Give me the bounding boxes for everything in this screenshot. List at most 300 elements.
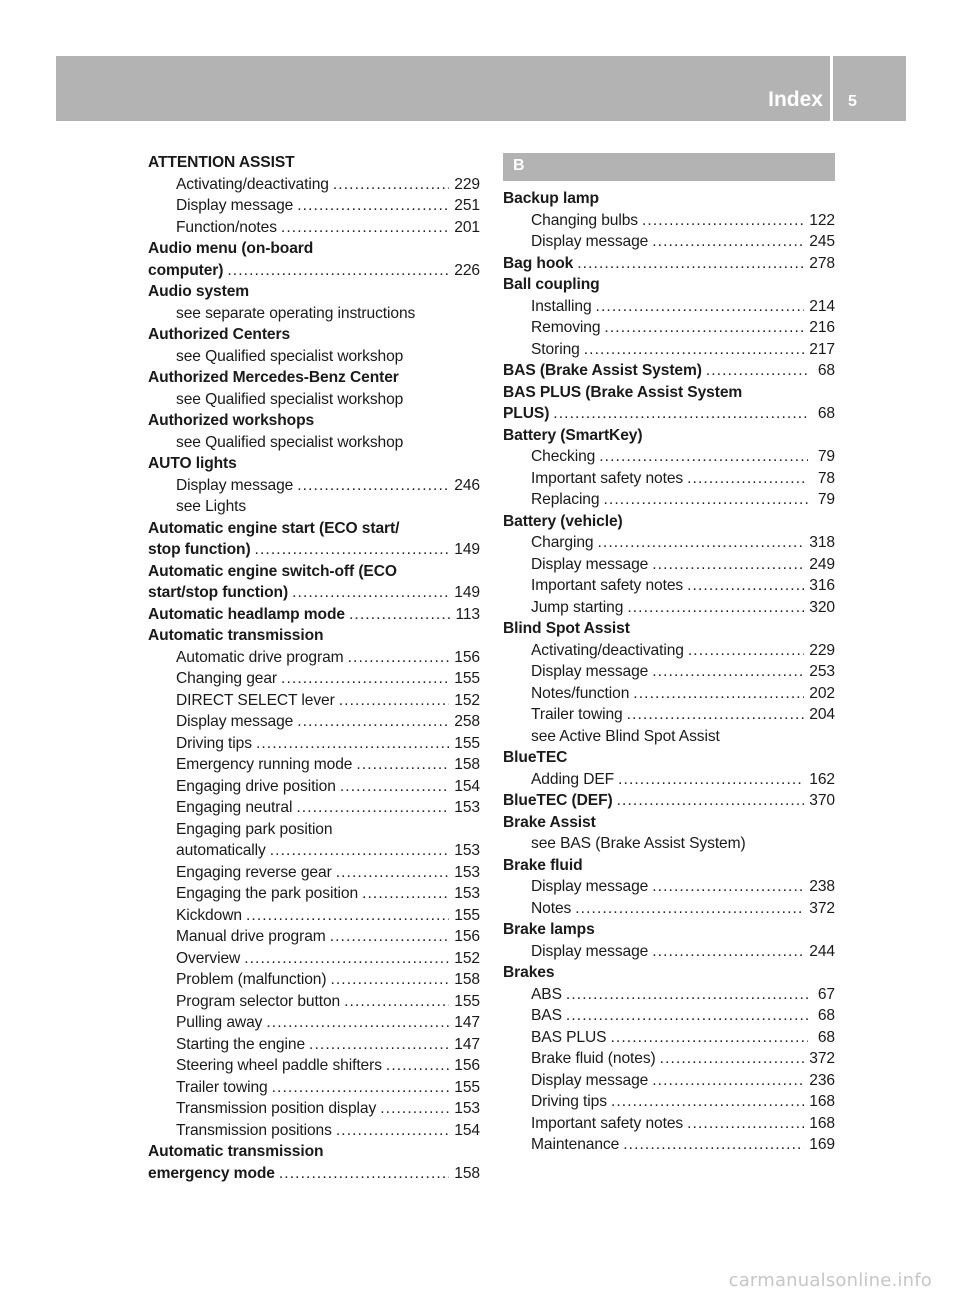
index-entry: [503, 812, 835, 834]
entry-page[interactable]: 168: [809, 1093, 835, 1110]
index-entry: [503, 769, 835, 791]
dot-leader: [281, 217, 449, 239]
dot-leader: [227, 260, 449, 282]
entry-text: Kickdown: [176, 906, 242, 924]
dot-leader: [297, 475, 449, 497]
index-entry: [503, 618, 835, 640]
entry-page[interactable]: 158: [454, 971, 480, 988]
index-entry: [503, 446, 835, 468]
entry-text: BlueTEC (DEF): [503, 792, 613, 809]
entry-text: Overview: [176, 949, 241, 967]
entry-text: Emergency running mode: [176, 756, 353, 773]
dot-leader: [627, 704, 805, 726]
index-entry: [503, 403, 835, 425]
dot-leader: [652, 876, 804, 898]
index-entry: [148, 733, 480, 755]
dot-leader: [348, 647, 450, 669]
entry-page[interactable]: 249: [809, 555, 835, 573]
index-entry: [503, 1005, 835, 1027]
page-number: 5: [848, 93, 857, 110]
entry-text: Display message: [531, 233, 649, 250]
entry-page[interactable]: 245: [809, 233, 835, 250]
entry-text: Replacing: [531, 491, 600, 508]
entry-text: ABS: [531, 985, 562, 1003]
dot-leader: [599, 446, 808, 468]
entry-page[interactable]: 147: [454, 1014, 480, 1031]
index-entry: [148, 647, 480, 669]
entry-text: Battery (vehicle): [503, 512, 623, 530]
dot-leader: [297, 195, 449, 217]
entry-text: see separate operating instructions: [176, 304, 416, 322]
index-entry: [148, 883, 480, 905]
entry-page[interactable]: 153: [454, 885, 480, 902]
entry-text: Function/notes: [176, 218, 277, 236]
index-entry: [503, 296, 835, 318]
entry-text: Battery (SmartKey): [503, 426, 643, 444]
entry-page[interactable]: 169: [809, 1136, 835, 1153]
dot-leader: [688, 640, 804, 662]
dot-leader: [575, 898, 804, 920]
dot-leader: [292, 582, 449, 604]
entry-text: Automatic engine start (ECO start/: [148, 519, 400, 537]
entry-page[interactable]: 372: [809, 1050, 835, 1067]
dot-leader: [597, 532, 804, 554]
index-entry: [503, 339, 835, 361]
index-entry: [148, 303, 480, 325]
entry-text: Authorized workshops: [148, 412, 315, 429]
index-entry: [148, 948, 480, 970]
dot-leader: [344, 991, 449, 1013]
dot-leader: [623, 1134, 804, 1156]
entry-page[interactable]: 156: [454, 928, 480, 945]
index-entry: [503, 683, 835, 705]
dot-leader: [362, 883, 449, 905]
entry-text: AUTO lights: [148, 455, 237, 472]
entry-text: BlueTEC: [503, 749, 568, 766]
index-column-left: [148, 152, 480, 1184]
index-entry: [503, 360, 835, 382]
index-entry: [148, 324, 480, 346]
dot-leader: [706, 360, 808, 382]
dot-leader: [266, 1012, 449, 1034]
index-entry: [148, 625, 480, 647]
entry-text: Jump starting: [531, 598, 624, 616]
index-entry: [503, 532, 835, 554]
entry-page[interactable]: 152: [454, 949, 480, 967]
entry-page[interactable]: 154: [454, 777, 480, 795]
index-entry: [503, 489, 835, 511]
entry-text: Bag hook: [503, 254, 574, 272]
entry-page[interactable]: 229: [809, 641, 835, 659]
entry-page[interactable]: 149: [454, 541, 480, 558]
entry-text: see BAS (Brake Assist System): [531, 835, 746, 852]
entry-text: PLUS): [503, 405, 550, 422]
index-entry: [503, 1113, 835, 1135]
index-entry: [148, 561, 480, 583]
entry-page[interactable]: 244: [809, 942, 835, 960]
entry-text: Backup lamp: [503, 190, 599, 207]
index-entry: [503, 726, 835, 748]
dot-leader: [386, 1055, 449, 1077]
entry-text: see Qualified specialist workshop: [176, 390, 404, 408]
entry-text: see Active Blind Spot Assist: [531, 727, 720, 745]
dot-leader: [244, 948, 449, 970]
dot-leader: [611, 1091, 804, 1113]
dot-leader: [617, 790, 805, 812]
index-entry: [148, 819, 480, 841]
index-entry: [503, 188, 835, 210]
entry-page[interactable]: 67: [817, 985, 835, 1003]
entry-page[interactable]: 78: [817, 469, 835, 487]
section-letter-bar: [503, 153, 835, 181]
entry-page[interactable]: 68: [817, 1028, 835, 1046]
entry-text: Blind Spot Assist: [503, 620, 630, 637]
entry-text: Notes: [531, 899, 572, 917]
index-entry: [148, 1163, 480, 1185]
entry-text: Charging: [531, 534, 594, 551]
entry-text: Display message: [531, 1071, 649, 1089]
entry-text: Display message: [176, 476, 294, 494]
index-entry: [503, 1070, 835, 1092]
entry-page[interactable]: 278: [809, 254, 835, 272]
entry-text: Important safety notes: [531, 469, 684, 487]
index-entry: [503, 511, 835, 533]
entry-page[interactable]: 318: [809, 534, 835, 551]
dot-leader: [660, 1048, 805, 1070]
index-entry: [148, 152, 480, 174]
entry-text: see Qualified specialist workshop: [176, 347, 404, 365]
entry-page[interactable]: 154: [454, 1121, 480, 1139]
entry-page[interactable]: 370: [809, 792, 835, 809]
index-entry: [148, 195, 480, 217]
entry-page[interactable]: 162: [809, 770, 835, 788]
index-entry: [148, 389, 480, 411]
index-entry: [503, 1091, 835, 1113]
entry-text: BAS: [531, 1007, 562, 1024]
entry-text: Changing bulbs: [531, 211, 638, 229]
entry-page[interactable]: 152: [454, 691, 480, 709]
entry-page[interactable]: 204: [809, 706, 835, 723]
entry-text: Activating/deactivating: [176, 175, 329, 193]
entry-page[interactable]: 201: [454, 218, 480, 236]
dot-leader: [652, 661, 804, 683]
dot-leader: [618, 769, 804, 791]
index-entry: [148, 1120, 480, 1142]
index-entry: [148, 367, 480, 389]
index-entry: [503, 661, 835, 683]
entry-page[interactable]: 217: [809, 340, 835, 358]
dot-leader: [333, 174, 449, 196]
section-title: Index: [768, 88, 823, 111]
entry-text: Audio system: [148, 283, 250, 300]
entry-text: Trailer towing: [176, 1078, 268, 1096]
entry-page[interactable]: 68: [817, 362, 835, 379]
dot-leader: [270, 840, 450, 862]
entry-page[interactable]: 156: [454, 648, 480, 666]
entry-page[interactable]: 168: [809, 1114, 835, 1132]
entry-text: emergency mode: [148, 1164, 275, 1182]
index-entry: [503, 855, 835, 877]
index-entry: [148, 905, 480, 927]
index-entry: [148, 1034, 480, 1056]
index-entry: [503, 747, 835, 769]
entry-text: Important safety notes: [531, 577, 684, 594]
entry-text: Display message: [531, 663, 649, 680]
index-entry: [503, 876, 835, 898]
dot-leader: [687, 468, 808, 490]
entry-text: Removing: [531, 319, 601, 336]
entry-text: Manual drive program: [176, 928, 326, 945]
dot-leader: [256, 733, 449, 755]
entry-page[interactable]: 216: [809, 319, 835, 336]
index-entry: [503, 919, 835, 941]
entry-text: start/stop function): [148, 584, 289, 601]
entry-page[interactable]: 258: [454, 713, 480, 730]
index-entry: [148, 475, 480, 497]
index-entry: [148, 1098, 480, 1120]
entry-page[interactable]: 246: [454, 476, 480, 494]
entry-text: Pulling away: [176, 1014, 263, 1031]
dot-leader: [610, 1027, 808, 1049]
entry-page[interactable]: 214: [809, 297, 835, 315]
entry-page[interactable]: 156: [454, 1057, 480, 1074]
index-entry: [148, 410, 480, 432]
dot-leader: [687, 1113, 804, 1135]
entry-text: see Qualified specialist workshop: [176, 433, 404, 451]
entry-page[interactable]: 253: [809, 663, 835, 680]
index-entry: [503, 833, 835, 855]
entry-text: Engaging neutral: [176, 799, 293, 816]
dot-leader: [652, 1070, 804, 1092]
index-entry: [148, 969, 480, 991]
entry-text: Automatic engine switch-off (ECO: [148, 562, 397, 580]
dot-leader: [652, 231, 804, 253]
dot-leader: [604, 317, 804, 339]
entry-text: Display message: [176, 713, 294, 730]
entry-page[interactable]: 149: [454, 584, 480, 601]
dot-leader: [349, 604, 450, 626]
entry-text: Starting the engine: [176, 1035, 306, 1053]
entry-text: Authorized Mercedes-Benz Center: [148, 369, 399, 386]
index-entry: [503, 554, 835, 576]
entry-page[interactable]: 153: [454, 842, 480, 859]
entry-page[interactable]: 236: [809, 1071, 835, 1089]
entry-page[interactable]: 238: [809, 878, 835, 895]
index-entry: [503, 1027, 835, 1049]
entry-page[interactable]: 158: [454, 1164, 480, 1182]
dot-leader: [255, 539, 450, 561]
entry-text: Driving tips: [531, 1093, 607, 1110]
index-entry: [148, 346, 480, 368]
dot-leader: [297, 711, 449, 733]
entry-text: Display message: [531, 555, 649, 573]
dot-leader: [339, 690, 450, 712]
entry-page[interactable]: 226: [454, 261, 480, 279]
entry-text: Activating/deactivating: [531, 641, 684, 659]
index-entry: [148, 797, 480, 819]
index-entry: [503, 984, 835, 1006]
dot-leader: [309, 1034, 449, 1056]
entry-page[interactable]: 68: [817, 405, 835, 422]
index-entry: [148, 604, 480, 626]
index-entry: [503, 382, 835, 404]
index-entry: [148, 711, 480, 733]
entry-text: Ball coupling: [503, 276, 600, 293]
entry-text: Engaging the park position: [176, 885, 359, 902]
entry-text: Brake Assist: [503, 813, 596, 831]
entry-text: automatically: [176, 842, 266, 859]
index-entry: [148, 1141, 480, 1163]
dot-leader: [577, 253, 804, 275]
entry-page[interactable]: 153: [454, 863, 480, 881]
entry-text: ATTENTION ASSIST: [148, 154, 295, 171]
dot-leader: [336, 1120, 449, 1142]
header-divider: [830, 56, 833, 121]
index-entry: [503, 210, 835, 232]
index-entry: [148, 496, 480, 518]
entry-page[interactable]: 155: [454, 734, 480, 752]
dot-leader: [687, 575, 804, 597]
dot-leader: [356, 754, 449, 776]
entry-page[interactable]: 153: [454, 799, 480, 816]
dot-leader: [652, 941, 804, 963]
entry-page[interactable]: 251: [454, 197, 480, 214]
index-entry: [148, 1077, 480, 1099]
entry-text: Problem (malfunction): [176, 971, 327, 988]
entry-page[interactable]: 158: [454, 756, 480, 773]
entry-text: Trailer towing: [531, 706, 623, 723]
dot-leader: [553, 403, 808, 425]
index-entry: [503, 640, 835, 662]
index-entry: [148, 1055, 480, 1077]
index-entry: [148, 432, 480, 454]
index-entry: [503, 317, 835, 339]
index-entry: [148, 926, 480, 948]
dot-leader: [627, 597, 804, 619]
entry-text: Transmission position display: [176, 1100, 377, 1117]
entry-text: Automatic headlamp mode: [148, 605, 345, 623]
entry-page[interactable]: 68: [817, 1007, 835, 1024]
entry-page[interactable]: 155: [454, 1078, 480, 1096]
entry-text: Engaging drive position: [176, 777, 336, 795]
entry-page[interactable]: 155: [454, 906, 480, 924]
entry-page[interactable]: 320: [809, 598, 835, 616]
entry-page[interactable]: 147: [454, 1035, 480, 1053]
dot-leader: [246, 905, 449, 927]
dot-leader: [330, 926, 450, 948]
entry-text: Transmission positions: [176, 1121, 332, 1139]
entry-text: Brake lamps: [503, 921, 595, 938]
section-letter: B: [513, 157, 525, 174]
dot-leader: [566, 1005, 808, 1027]
index-entry: [148, 281, 480, 303]
entry-text: Engaging park position: [176, 820, 333, 838]
index-entry: [503, 1048, 835, 1070]
index-entry: [148, 754, 480, 776]
entry-text: stop function): [148, 541, 251, 558]
index-entry: [148, 217, 480, 239]
dot-leader: [296, 797, 449, 819]
index-entry: [503, 253, 835, 275]
entry-text: Important safety notes: [531, 1114, 684, 1132]
index-entry: [148, 174, 480, 196]
entry-text: Adding DEF: [531, 770, 615, 788]
dot-leader: [566, 984, 808, 1006]
index-entry: [503, 231, 835, 253]
entry-text: Storing: [531, 340, 580, 358]
index-entry: [503, 425, 835, 447]
dot-leader: [336, 862, 450, 884]
entry-page[interactable]: 113: [455, 605, 480, 623]
dot-leader: [596, 296, 805, 318]
dot-leader: [340, 776, 449, 798]
index-entry: [503, 597, 835, 619]
watermark: carmanualsonline.info: [728, 1270, 932, 1291]
index-entry: [503, 575, 835, 597]
entry-text: Installing: [531, 297, 592, 315]
entry-text: Display message: [176, 197, 294, 214]
entry-text: Automatic transmission: [148, 627, 324, 644]
dot-leader: [633, 683, 804, 705]
entry-text: Audio menu (on-board: [148, 240, 314, 257]
index-entry: [148, 260, 480, 282]
index-entry: [503, 962, 835, 984]
dot-leader: [603, 489, 808, 511]
index-entry: [148, 776, 480, 798]
index-entry: [148, 862, 480, 884]
entry-text: BAS (Brake Assist System): [503, 362, 702, 379]
index-entry: [503, 1134, 835, 1156]
entry-text: Steering wheel paddle shifters: [176, 1057, 382, 1074]
entry-text: Maintenance: [531, 1136, 620, 1153]
entry-page[interactable]: 155: [454, 670, 480, 687]
entry-text: Checking: [531, 448, 596, 465]
entry-text: Changing gear: [176, 670, 278, 687]
dot-leader: [330, 969, 449, 991]
entry-page[interactable]: 372: [809, 899, 835, 917]
entry-text: BAS PLUS: [531, 1028, 607, 1046]
index-entry: [148, 690, 480, 712]
entry-page[interactable]: 155: [454, 992, 480, 1010]
entry-text: BAS PLUS (Brake Assist System: [503, 383, 743, 401]
index-entry: [503, 468, 835, 490]
index-entry: [148, 668, 480, 690]
entry-page[interactable]: 79: [817, 448, 835, 465]
dot-leader: [642, 210, 804, 232]
entry-page[interactable]: 229: [454, 175, 480, 193]
dot-leader: [279, 1163, 449, 1185]
entry-text: Brakes: [503, 964, 555, 981]
index-entry: [503, 704, 835, 726]
entry-page[interactable]: 79: [817, 491, 835, 508]
index-entry: [148, 518, 480, 540]
entry-page[interactable]: 316: [809, 577, 835, 594]
dot-leader: [380, 1098, 449, 1120]
index-entry: [148, 991, 480, 1013]
index-entry: [148, 539, 480, 561]
index-entry: [503, 941, 835, 963]
entry-page[interactable]: 122: [809, 211, 835, 229]
entry-text: Display message: [531, 942, 649, 960]
index-entry: [148, 582, 480, 604]
entry-text: Display message: [531, 878, 649, 895]
index-entry: [503, 790, 835, 812]
entry-page[interactable]: 153: [454, 1100, 480, 1117]
index-entry: [148, 453, 480, 475]
entry-text: Brake fluid: [503, 856, 583, 874]
entry-text: see Lights: [176, 498, 247, 515]
entry-page[interactable]: 202: [809, 684, 835, 702]
